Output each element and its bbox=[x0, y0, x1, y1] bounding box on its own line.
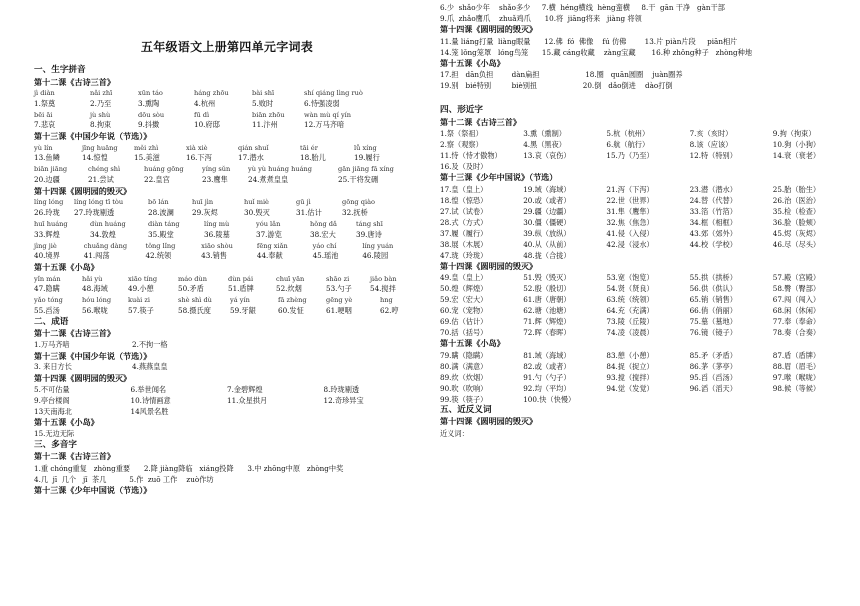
similar-char-list bbox=[440, 128, 856, 172]
list-item: 51.毁（毁灭） bbox=[523, 273, 571, 282]
similar-char-list bbox=[440, 272, 856, 338]
polyphone-line: 14.笼 lǒng笼罩 lóng鸟笼 15.藏 cáng收藏 zàng宝藏 16.种 zhǒng种子 zhòng种地 bbox=[440, 47, 753, 57]
list-item: 50.煌（辉煌） bbox=[440, 284, 488, 293]
lesson-heading: 第十四课《圆明园的毁灭》 bbox=[440, 24, 538, 34]
list-item: 32.焦（焦急） bbox=[606, 217, 654, 227]
list-item: 62.塘（池塘） bbox=[523, 306, 571, 315]
lesson-heading: 第十二课《古诗三首》 bbox=[34, 328, 115, 339]
list-item: 21.泻（下泻） bbox=[606, 184, 654, 194]
list-item: 71.辉（辉煌） bbox=[523, 317, 571, 326]
synonym-label: 近义词： bbox=[440, 428, 469, 438]
list-item: 33.箔（竹箔） bbox=[689, 206, 737, 216]
list-item: 30.僵（僵硬） bbox=[523, 217, 571, 227]
list-item: 10.诗情画意 bbox=[130, 396, 171, 406]
list-item: 53.宽（饱览） bbox=[606, 273, 654, 282]
lesson-heading: 第十五课《小岛》 bbox=[440, 338, 505, 348]
word-item: 53.勺子 bbox=[326, 284, 352, 294]
pinyin-text: gū jì bbox=[296, 198, 311, 207]
pinyin-text: háng zhōu bbox=[194, 89, 229, 97]
list-item: 16.及（及时） bbox=[440, 162, 488, 171]
list-item: 8.该（应该） bbox=[689, 140, 733, 149]
list-item: 14风景名胜 bbox=[130, 407, 169, 417]
section-heading-polyphones: 三、多音字 bbox=[34, 439, 77, 450]
pinyin-text: huáng gōng bbox=[144, 165, 184, 174]
list-item: 4.黑（黑夜） bbox=[523, 140, 566, 149]
polyphone-line: 19.别 bié特别 biè别扭 20.倒 dǎo倒进 dào打倒 bbox=[440, 81, 673, 90]
word-item: 28.波澜 bbox=[148, 208, 174, 218]
list-item: 66.俏（俏丽） bbox=[689, 306, 737, 315]
pinyin-row bbox=[34, 295, 420, 306]
pinyin-text: táng shī bbox=[356, 219, 383, 228]
pinyin-text: hóu lóng bbox=[82, 296, 112, 305]
pinyin-text: hng bbox=[380, 296, 393, 305]
word-item: 1.祭奠 bbox=[34, 98, 56, 108]
pinyin-text: yǐn mán bbox=[34, 274, 61, 283]
pinyin-text: dùn huáng bbox=[90, 219, 126, 228]
list-item: 27.试（试卷） bbox=[440, 206, 488, 216]
word-item: 47.隐瞒 bbox=[34, 284, 60, 294]
left-column bbox=[34, 0, 420, 496]
list-item: 1.祭（祭祖） bbox=[440, 129, 483, 138]
word-item: 36.陵墓 bbox=[204, 229, 230, 239]
word-item: 43.销售 bbox=[201, 251, 227, 261]
word-item: 42.统领 bbox=[145, 251, 172, 261]
list-item: 56.供（供认） bbox=[689, 284, 737, 293]
pinyin-text: wàn mù qí yín bbox=[304, 110, 352, 119]
word-item: 59.牙龈 bbox=[230, 306, 256, 316]
list-item: 58.臀（臀部） bbox=[772, 284, 821, 293]
list-item: 37.履（履行） bbox=[440, 228, 488, 238]
pinyin-text: líng lóng tī tòu bbox=[74, 198, 124, 207]
word-item: 45.瑶池 bbox=[312, 251, 339, 261]
list-item: 94.觉（发觉） bbox=[606, 383, 654, 393]
list-item: 34.框（相框） bbox=[689, 217, 737, 227]
idiom-row bbox=[34, 340, 420, 351]
lesson-heading: 第十二课《古诗三首》 bbox=[34, 76, 115, 87]
word-item: 50.矛盾 bbox=[178, 284, 204, 294]
pinyin-text: huī huáng bbox=[34, 219, 68, 228]
list-item: 79.瞒（隐瞒） bbox=[440, 350, 488, 360]
list-item: 63.统（统领） bbox=[606, 295, 654, 304]
lesson-heading: 第十四课《圆明园的毁灭》 bbox=[34, 185, 132, 196]
page-title: 五年级语文上册第四单元字词表 bbox=[140, 40, 314, 54]
pinyin-text: líng yuán bbox=[362, 241, 394, 250]
pinyin-text: shí qiáng lìng ruò bbox=[304, 89, 363, 97]
pinyin-text: máo dùn bbox=[178, 274, 207, 283]
word-item: 62.哼 bbox=[380, 306, 399, 316]
word-row bbox=[34, 175, 420, 186]
word-item: 2.不拘一格 bbox=[132, 339, 168, 349]
list-item: 86.茅（茅亭） bbox=[689, 361, 737, 371]
list-item: 39.纵（放纵） bbox=[523, 228, 571, 238]
lesson-heading: 第十五课《小岛》 bbox=[34, 417, 99, 428]
pinyin-text: yá yín bbox=[230, 296, 250, 305]
pinyin-text: lǚ xíng bbox=[354, 143, 377, 152]
word-row bbox=[34, 120, 420, 131]
pinyin-text: jù shù bbox=[90, 110, 111, 119]
word-item: 49.小憩 bbox=[128, 284, 154, 294]
pinyin-text: chéng shì bbox=[88, 165, 121, 174]
pinyin-text: jiǎo bàn bbox=[370, 274, 397, 283]
word-item: 40.境界 bbox=[34, 251, 60, 261]
pinyin-text: diàn táng bbox=[148, 219, 180, 228]
pinyin-row bbox=[34, 110, 420, 121]
list-item: 89.炊（炊烟） bbox=[440, 372, 488, 382]
word-item: 14.惊惶 bbox=[82, 153, 108, 163]
word-row bbox=[34, 306, 420, 317]
word-item: 51.盾牌 bbox=[228, 284, 254, 294]
polyphone-line: 1.重 chóng重复 zhòng重要 2.降 jiàng降临 xiáng投降 3.中 zhōng中原 zhòng中奖 bbox=[34, 463, 344, 473]
list-item: 95.舀（舀汤） bbox=[689, 372, 737, 382]
list-item: 38.展（木展） bbox=[440, 239, 488, 249]
word-item: 2.乃至 bbox=[90, 98, 112, 108]
pinyin-text: jìng jiè bbox=[34, 241, 57, 250]
pinyin-text: chuǎng dàng bbox=[83, 241, 128, 250]
word-item: 1.万马齐喑 bbox=[34, 339, 70, 349]
list-item: 25.胎（胎生） bbox=[772, 184, 821, 194]
list-item: 49.皇（皇上） bbox=[440, 273, 488, 282]
list-item: 55.拱（拱桥） bbox=[689, 273, 737, 282]
section-heading-idioms: 二、成语 bbox=[34, 316, 69, 327]
word-item: 15.无边无际 bbox=[34, 428, 75, 438]
word-row bbox=[34, 153, 420, 164]
list-item: 6.举世闻名 bbox=[130, 385, 167, 395]
word-item: 8.拘束 bbox=[90, 120, 112, 130]
word-item: 3. 来日方长 bbox=[34, 362, 72, 372]
list-item: 22.世（世界） bbox=[606, 195, 654, 205]
word-item: 35.殿堂 bbox=[148, 229, 174, 239]
word-item: 16.下泻 bbox=[186, 153, 212, 163]
pinyin-text: xià xiè bbox=[186, 143, 208, 152]
lesson-heading: 第十二课《古诗三首》 bbox=[440, 116, 521, 127]
word-item: 25.干将发硎 bbox=[338, 175, 379, 185]
list-item: 82.或（或者） bbox=[523, 361, 571, 371]
word-item: 22.皇宫 bbox=[144, 175, 170, 185]
pinyin-text: dōu sòu bbox=[138, 110, 165, 119]
list-item: 73.陵（丘陵） bbox=[606, 317, 654, 326]
list-item: 26.治（医治） bbox=[772, 195, 821, 205]
list-item: 12.特（特别） bbox=[689, 151, 737, 160]
word-item: 17.潜水 bbox=[238, 153, 264, 163]
list-item: 6.航（航行） bbox=[606, 140, 650, 149]
list-item: 2.察（观察） bbox=[440, 140, 483, 149]
word-item: 54.搅拌 bbox=[370, 284, 396, 294]
word-item: 41.闯荡 bbox=[83, 251, 110, 261]
list-item: 87.盾（盾牌） bbox=[772, 350, 821, 360]
list-item: 77.奉（奉命） bbox=[772, 317, 821, 326]
word-item: 27.玲珑剔透 bbox=[74, 208, 115, 218]
list-item: 3.熏（熏制） bbox=[523, 129, 566, 138]
list-item: 8.玲珑剔透 bbox=[323, 385, 360, 395]
lesson-heading: 第十三课《少年中国说》（节选） bbox=[440, 172, 558, 182]
word-row bbox=[34, 284, 420, 295]
pinyin-text: jì diàn bbox=[34, 89, 55, 97]
list-item: 64.充（充满） bbox=[606, 306, 654, 315]
list-item: 76.镜（镜子） bbox=[689, 328, 737, 337]
list-item: 41.侵（入侵） bbox=[606, 228, 654, 238]
pinyin-row bbox=[34, 219, 420, 230]
list-item: 20.或（或者） bbox=[523, 195, 571, 205]
list-item: 15.乃（乃至） bbox=[606, 151, 654, 160]
word-row bbox=[34, 208, 420, 219]
list-item: 28.式（方式） bbox=[440, 217, 488, 227]
list-item: 100.快（快慢） bbox=[523, 394, 576, 404]
pinyin-text: shāo zi bbox=[326, 274, 350, 283]
pinyin-text: dùn pái bbox=[228, 274, 254, 283]
list-item: 57.殿（宫殿） bbox=[772, 273, 821, 282]
list-item: 59.宏（宏大） bbox=[440, 295, 488, 304]
list-item: 13天南海北 bbox=[34, 407, 72, 417]
pinyin-text: kuài zi bbox=[128, 296, 150, 305]
list-item: 14.衰（衰老） bbox=[772, 151, 821, 160]
pinyin-text: gēng yè bbox=[326, 296, 353, 305]
list-item: 47.珑（玲珑） bbox=[440, 250, 488, 260]
section-heading-synonyms: 五、近反义词 bbox=[440, 404, 492, 415]
word-item: 61.哽咽 bbox=[326, 306, 352, 316]
pinyin-text: qián shuǐ bbox=[238, 143, 269, 152]
list-item: 98.候（等候） bbox=[772, 383, 821, 393]
word-item: 18.胎儿 bbox=[300, 153, 326, 163]
pinyin-row bbox=[34, 88, 420, 99]
list-item: 84.捉（捉立） bbox=[606, 361, 654, 371]
list-item: 90.吹（吹响） bbox=[440, 383, 488, 393]
word-item: 11.汴州 bbox=[252, 120, 278, 130]
pinyin-text: shè shì dù bbox=[178, 296, 212, 305]
list-item: 80.满（满意） bbox=[440, 361, 488, 371]
list-item: 24.替（代替） bbox=[689, 195, 737, 205]
word-item: 39.唐诗 bbox=[356, 229, 382, 239]
lesson-heading: 第十三课《中国少年说（节选）》 bbox=[34, 131, 152, 142]
list-item: 35.检（检查） bbox=[772, 206, 821, 216]
pinyin-text: líng lóng bbox=[34, 198, 64, 207]
pinyin-row bbox=[34, 164, 420, 175]
polyphone-line: 6.少 shǎo少年 shǎo多少 7.横 héng横线 hèng蛮横 8.干 gān 干净 gàn干部 bbox=[440, 3, 725, 12]
word-item: 48.海域 bbox=[82, 284, 108, 294]
section-heading-similar-chars: 四、形近字 bbox=[440, 105, 483, 115]
word-item: 15.美滋 bbox=[134, 153, 160, 163]
list-item: 60.宠（宠物） bbox=[440, 306, 488, 315]
pinyin-text: fū dì bbox=[194, 110, 210, 119]
word-item: 6.恃强凌弱 bbox=[304, 98, 340, 108]
word-row bbox=[34, 251, 420, 262]
list-item: 78.奏（合奏） bbox=[772, 328, 821, 337]
list-item: 40.从（从前） bbox=[523, 239, 571, 249]
list-item: 72.晖（春晖） bbox=[523, 328, 571, 337]
pinyin-text: huǐ miè bbox=[244, 198, 269, 207]
list-item: 93.搅（搅拌） bbox=[606, 372, 654, 382]
list-item: 31.隼（鹰隼） bbox=[606, 206, 654, 216]
list-item: 65.销（销售） bbox=[689, 295, 737, 304]
list-item: 29.疆（边疆） bbox=[523, 206, 571, 216]
pinyin-text: měi zhì bbox=[134, 143, 159, 152]
word-item: 33.辉煌 bbox=[34, 229, 60, 239]
word-item: 20.边疆 bbox=[34, 175, 60, 185]
pinyin-text: yáo chí bbox=[312, 241, 337, 250]
pinyin-text: tāi ér bbox=[300, 143, 318, 152]
lesson-heading: 第十三课《少年中国说（节选）》 bbox=[34, 484, 152, 495]
pinyin-text: líng mù bbox=[204, 219, 230, 228]
pinyin-text: huī jìn bbox=[192, 198, 214, 207]
polyphone-line: 4.几 jī 几个 jǐ 茶几 5.作 zuō 工作 zuò作坊 bbox=[34, 474, 214, 484]
word-item: 23.鹰隼 bbox=[202, 175, 228, 185]
lesson-heading: 第十二课《古诗三首》 bbox=[34, 451, 115, 462]
word-item: 52.炊烟 bbox=[276, 284, 302, 294]
word-item: 46.陵园 bbox=[362, 251, 389, 261]
list-item: 43.郊（郊外） bbox=[689, 228, 737, 238]
word-item: 57.筷子 bbox=[128, 306, 154, 316]
list-item: 61.唐（唐朝） bbox=[523, 295, 571, 304]
pinyin-row bbox=[34, 197, 420, 208]
idiom-list bbox=[34, 384, 420, 417]
pinyin-text: biān jiāng bbox=[34, 165, 68, 174]
list-item: 68.闲（休闲） bbox=[772, 306, 821, 315]
word-item: 60.发怔 bbox=[278, 306, 304, 316]
list-item: 13.哀（哀伤） bbox=[523, 151, 571, 160]
pinyin-text: xiāo shòu bbox=[201, 241, 233, 250]
pinyin-text: bō lán bbox=[148, 198, 169, 207]
list-item: 19.域（海域） bbox=[523, 184, 571, 194]
pinyin-text: bài shī bbox=[252, 89, 275, 97]
list-item: 11.恃（恃才傲物） bbox=[440, 151, 502, 160]
pinyin-text: yù yù huáng huáng bbox=[248, 165, 313, 174]
list-item: 10.狗（小狗） bbox=[772, 140, 821, 149]
right-column bbox=[440, 0, 856, 439]
pinyin-text: xūn táo bbox=[138, 89, 163, 97]
word-item: 3.熏陶 bbox=[138, 98, 160, 108]
pinyin-text: yíng sǔn bbox=[202, 165, 231, 174]
word-item: 30.毁灭 bbox=[244, 208, 270, 218]
polyphone-line: 11.量 liáng打量 liàng眼量 12.佛 fó 佛像 fú 仿佛 13.片 piàn片段 piān相片 bbox=[440, 36, 738, 46]
list-item: 9.拘（拘束） bbox=[772, 129, 816, 138]
polyphone-line: 9.爪 zhǎo鹰爪 zhuǎ鸡爪 10.将 jiāng将来 jiàng 将领 bbox=[440, 14, 642, 23]
word-item: 26.玲珑 bbox=[34, 208, 60, 218]
word-item: 13.鱼鳞 bbox=[34, 153, 60, 163]
pinyin-text: biān zhōu bbox=[252, 110, 285, 119]
list-item: 92.均（平均） bbox=[523, 383, 571, 393]
pinyin-text: fēng xiǎn bbox=[256, 241, 288, 250]
list-item: 75.墓（墓地） bbox=[689, 317, 737, 326]
section-heading-pinyin: 一、生字拼音 bbox=[34, 65, 86, 75]
word-item: 12.万马齐喑 bbox=[304, 120, 345, 130]
similar-char-list bbox=[440, 350, 856, 405]
pinyin-text: bēi āi bbox=[34, 110, 53, 119]
list-item: 88.眉（眉毛） bbox=[772, 361, 821, 371]
list-item: 81.域（海域） bbox=[523, 350, 571, 360]
list-item: 91.勺（勺子） bbox=[523, 372, 571, 382]
word-row bbox=[34, 99, 420, 110]
similar-char-list bbox=[440, 184, 856, 261]
pinyin-text: fā zhèng bbox=[278, 296, 307, 305]
pinyin-text: nǎi zhī bbox=[90, 89, 113, 97]
pinyin-text: hǒng dǎ bbox=[310, 219, 337, 228]
word-item: 24.煮煮皇皇 bbox=[248, 175, 289, 185]
list-item: 67.闯（闯入） bbox=[772, 295, 821, 304]
list-item: 18.惶（惊恐） bbox=[440, 195, 488, 205]
pinyin-row bbox=[34, 143, 420, 154]
pinyin-text: jīng huāng bbox=[82, 143, 118, 152]
list-item: 83.憩（小憩） bbox=[606, 350, 654, 360]
word-item: 38.宏大 bbox=[310, 229, 336, 239]
pinyin-text: tǒng lǐng bbox=[145, 241, 176, 250]
pinyin-text: yù lín bbox=[34, 143, 53, 152]
word-item: 5.败时 bbox=[252, 98, 274, 108]
word-item: 55.舀汤 bbox=[34, 306, 60, 316]
pinyin-text: yǎo tóng bbox=[34, 296, 63, 305]
lesson-heading: 第十五课《小岛》 bbox=[34, 262, 99, 273]
pinyin-text: chuī yān bbox=[276, 274, 305, 283]
word-item: 37.游览 bbox=[256, 229, 282, 239]
pinyin-text: hǎi yù bbox=[82, 274, 103, 283]
list-item: 54.贤（贤良） bbox=[606, 284, 654, 293]
idiom-row bbox=[34, 429, 420, 440]
list-item: 42.浸（浸水） bbox=[606, 239, 654, 249]
lesson-heading: 第十四课《圆明园的毁灭》 bbox=[440, 260, 538, 271]
list-item: 70.括（括号） bbox=[440, 328, 488, 337]
list-item: 5.杭（杭州） bbox=[606, 129, 650, 138]
word-item: 10.府邸 bbox=[194, 120, 220, 130]
pinyin-text: gōng qiào bbox=[342, 198, 375, 207]
list-item: 85.矛（矛盾） bbox=[689, 350, 737, 360]
word-item: 34.敦煌 bbox=[90, 229, 116, 239]
pinyin-text: yóu lǎn bbox=[256, 219, 281, 228]
list-item: 7.亥（亥时） bbox=[689, 129, 733, 138]
word-item: 29.灰烬 bbox=[192, 208, 218, 218]
pinyin-row bbox=[34, 274, 420, 285]
list-item: 74.凌（凌晨） bbox=[606, 328, 654, 337]
pinyin-row bbox=[34, 241, 420, 252]
list-item: 97.喉（喉咙） bbox=[772, 372, 821, 382]
list-item: 44.校（学校） bbox=[689, 239, 737, 249]
word-item: 56.喉咙 bbox=[82, 306, 108, 316]
word-item: 21.尝试 bbox=[88, 175, 114, 185]
word-item: 7.悲哀 bbox=[34, 120, 56, 130]
word-item: 19.履行 bbox=[354, 153, 380, 163]
lesson-heading: 第十四课《圆明园的毁灭》 bbox=[34, 372, 132, 383]
list-item: 11.众星拱月 bbox=[227, 396, 268, 406]
pinyin-text: gān jiāng fā xíng bbox=[338, 165, 394, 174]
word-item: 4.燕燕皇皇 bbox=[132, 362, 168, 372]
list-item: 99.筷（筷子） bbox=[440, 394, 488, 404]
list-item: 48.拢（合拢） bbox=[523, 250, 571, 260]
list-item: 52.殷（殷切） bbox=[523, 284, 571, 293]
pinyin-text: xiāo tíng bbox=[128, 274, 158, 283]
list-item: 5.不可估量 bbox=[34, 385, 70, 395]
lesson-heading: 第十四课《圆明园的毁灭》 bbox=[440, 416, 538, 426]
list-item: 23.潜（潜水） bbox=[689, 184, 737, 194]
word-row bbox=[34, 230, 420, 241]
list-item: 17.皇（皇上） bbox=[440, 184, 488, 194]
lesson-heading: 第十五课《小岛》 bbox=[440, 57, 505, 68]
polyphone-line: 17.担 dān负担 dàn扁担 18.圈 quān圆圈 juàn圈养 bbox=[440, 70, 683, 79]
word-item: 4.杭州 bbox=[194, 98, 216, 108]
list-item: 9.亭台楼阁 bbox=[34, 396, 70, 406]
list-item: 69.估（估计） bbox=[440, 317, 488, 326]
list-item: 36.脸（脸颊） bbox=[772, 217, 821, 227]
list-item: 45.烬（灰烬） bbox=[772, 228, 821, 238]
lesson-heading: 第十三课《中国少年说（节选）》 bbox=[34, 350, 152, 361]
word-item: 31.估计 bbox=[296, 208, 322, 218]
list-item: 96.滔（滔天） bbox=[689, 383, 737, 393]
list-item: 12.奇珍异宝 bbox=[323, 396, 364, 406]
word-item: 9.抖擞 bbox=[138, 120, 160, 130]
word-item: 32.抚桥 bbox=[342, 208, 368, 218]
list-item: 7.金碧辉煌 bbox=[227, 385, 263, 395]
idiom-row bbox=[34, 362, 420, 373]
list-item: 46.尽（尽头） bbox=[772, 239, 821, 249]
word-item: 44.奉献 bbox=[256, 251, 283, 261]
word-item: 58.摄氏度 bbox=[178, 306, 211, 316]
